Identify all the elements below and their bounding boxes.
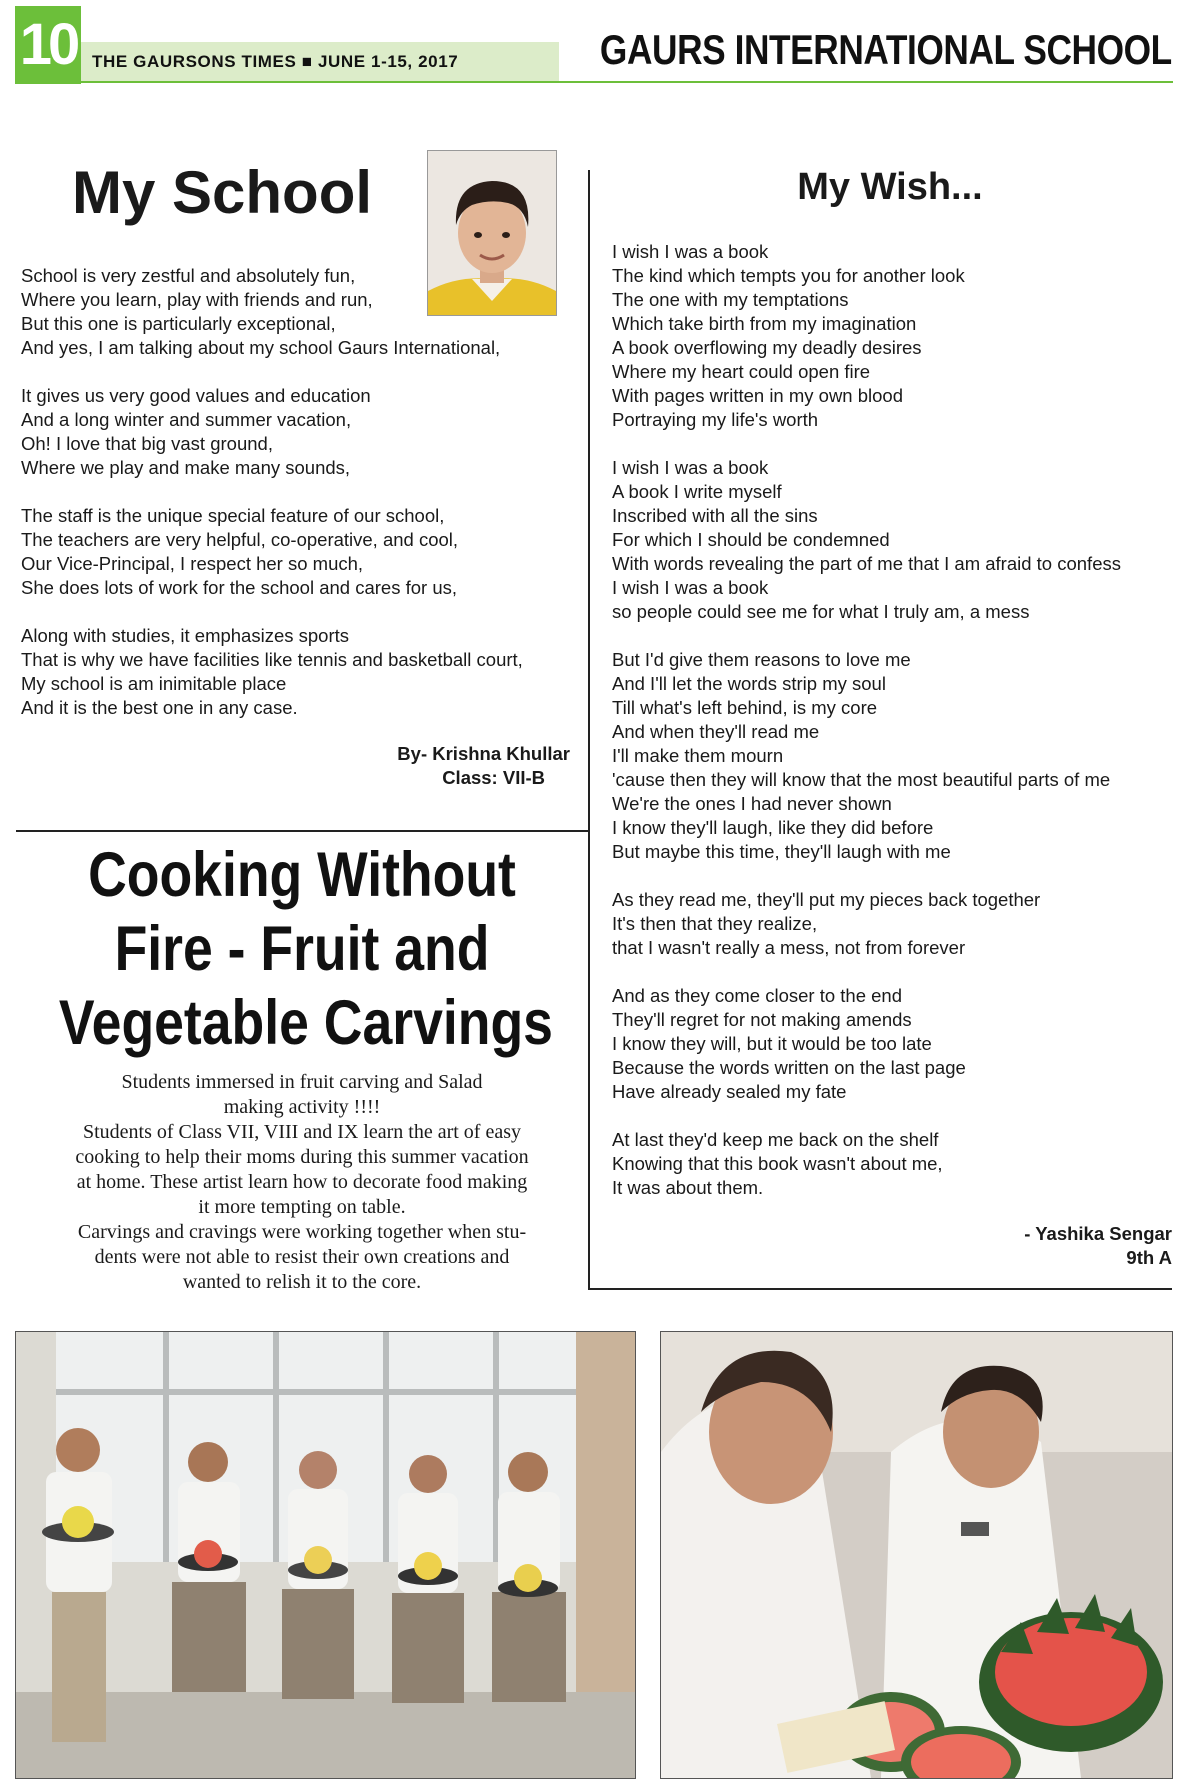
poem-line: And when they'll read me [612,721,820,742]
my-wish-title: My Wish... [797,166,983,208]
poem-line: It was about them. [612,1177,764,1198]
poem-line: I know they'll laugh, like they did before [612,817,934,838]
poem-line: Our Vice-Principal, I respect her so much, [21,553,364,574]
cooking-article-title [58,838,553,1060]
body-line: Students immersed in fruit carving and Salad [121,1071,483,1093]
poem-line: They'll regret for not making amends [612,1009,912,1030]
poem-line: I wish I was a book [612,241,769,262]
title-line: Fire - Fruit and [114,914,490,984]
poem-line: that I wasn't really a mess, not from forever [612,937,966,958]
poem-line: so people could see me for what I truly am, a mess [612,601,1030,622]
poem-stanza [612,648,1182,864]
author-name: By- Krishna Khullar [397,743,570,764]
cooking-article-body [16,1070,588,1295]
poem-line: The kind which tempts you for another look [612,265,965,286]
body-line: wanted to relish it to the core. [182,1271,422,1293]
page-number: 10 [15,6,81,84]
poem-line: Where we play and make many sounds, [21,457,351,478]
poem-line: The teachers are very helpful, co-operative, and cool, [21,529,459,550]
poem-line: It's then that they realize, [612,913,818,934]
poem-stanza [21,504,581,600]
poem-stanza [612,1128,1182,1200]
fruit-carving-photo [660,1331,1173,1779]
poem-line: She does lots of work for the school and cares for us, [21,577,458,598]
poem-stanza [21,384,581,480]
poem-line: With words revealing the part of me that I am afraid to confess [612,553,1121,574]
poem-line: Along with studies, it emphasizes sports [21,625,350,646]
poem-line: A book overflowing my deadly desires [612,337,922,358]
header-rule [81,81,1173,83]
my-wish-byline [1024,1222,1172,1270]
my-wish-poem [612,240,1182,1224]
poem-stanza [21,624,581,720]
body-line: cooking to help their moms during this summer vacation [75,1146,529,1168]
poem-stanza [612,456,1182,624]
poem-line: Where you learn, play with friends and run, [21,289,373,310]
poem-line: And as they come closer to the end [612,985,903,1006]
poem-line: Portraying my life's worth [612,409,819,430]
body-line: Carvings and cravings were working together when stu- [77,1221,527,1243]
poem-line: School is very zestful and absolutely fun, [21,265,356,286]
poem-line: That is why we have facilities like tennis and basketball court, [21,649,523,670]
body-line: making activity !!!! [223,1096,381,1118]
author-name: - Yashika Sengar [1024,1223,1172,1244]
poem-line: As they read me, they'll put my pieces back together [612,889,1041,910]
poem-stanza [612,888,1182,960]
section-divider-right [588,1288,1172,1290]
poem-line: But this one is particularly exceptional, [21,313,336,334]
poem-line: I'll make them mourn [612,745,784,766]
poem-line: A book I write myself [612,481,782,502]
body-line: Students of Class VII, VIII and IX learn the art of easy [82,1121,522,1143]
poem-line: And it is the best one in any case. [21,697,298,718]
poem-line: The staff is the unique special feature of our school, [21,505,445,526]
column-divider [588,170,590,1290]
poem-line: I know they will, but it would be too late [612,1033,932,1054]
poem-line: We're the ones I had never shown [612,793,892,814]
poem-line: I wish I was a book [612,577,769,598]
body-line: it more tempting on table. [198,1196,406,1218]
poem-line: For which I should be condemned [612,529,890,550]
poem-line: And yes, I am talking about my school Gaurs International, [21,337,501,358]
poem-line: Which take birth from my imagination [612,313,917,334]
poem-stanza [612,240,1182,432]
poem-line: At last they'd keep me back on the shelf [612,1129,939,1150]
poem-line: Till what's left behind, is my core [612,697,878,718]
poem-line: But maybe this time, they'll laugh with me [612,841,951,862]
school-name: GAURS INTERNATIONAL SCHOOL [600,26,1172,73]
poem-line: Oh! I love that big vast ground, [21,433,273,454]
author-class: Class: VII-B [442,767,545,788]
body-line: at home. These artist learn how to decorate food making [76,1171,528,1193]
poem-line: Have already sealed my fate [612,1081,847,1102]
my-school-byline [300,742,570,790]
poem-stanza [21,264,581,360]
author-class: 9th A [1126,1247,1172,1268]
section-divider-left [16,830,588,832]
my-school-title: My School [72,159,373,226]
poem-line: I wish I was a book [612,457,769,478]
poem-line: And I'll let the words strip my soul [612,673,886,694]
poem-line: Inscribed with all the sins [612,505,818,526]
poem-line: But I'd give them reasons to love me [612,649,911,670]
body-line: dents were not able to resist their own creations and [94,1246,510,1268]
poem-line: Because the words written on the last page [612,1057,966,1078]
title-line: Cooking Without [88,840,516,910]
poem-line: My school is am inimitable place [21,673,287,694]
poem-line: And a long winter and summer vacation, [21,409,352,430]
poem-stanza [612,984,1182,1104]
poem-line: It gives us very good values and education [21,385,371,406]
poem-line: Where my heart could open fire [612,361,871,382]
poem-line: 'cause then they will know that the most beautiful parts of me [612,769,1111,790]
poem-line: With pages written in my own blood [612,385,903,406]
poem-line: Knowing that this book wasn't about me, [612,1153,943,1174]
my-school-poem [21,264,581,744]
title-line: Vegetable Carvings [58,988,553,1058]
students-group-photo [15,1331,636,1779]
masthead: THE GAURSONS TIMES ■ JUNE 1-15, 2017 [92,52,459,71]
poem-line: The one with my temptations [612,289,849,310]
